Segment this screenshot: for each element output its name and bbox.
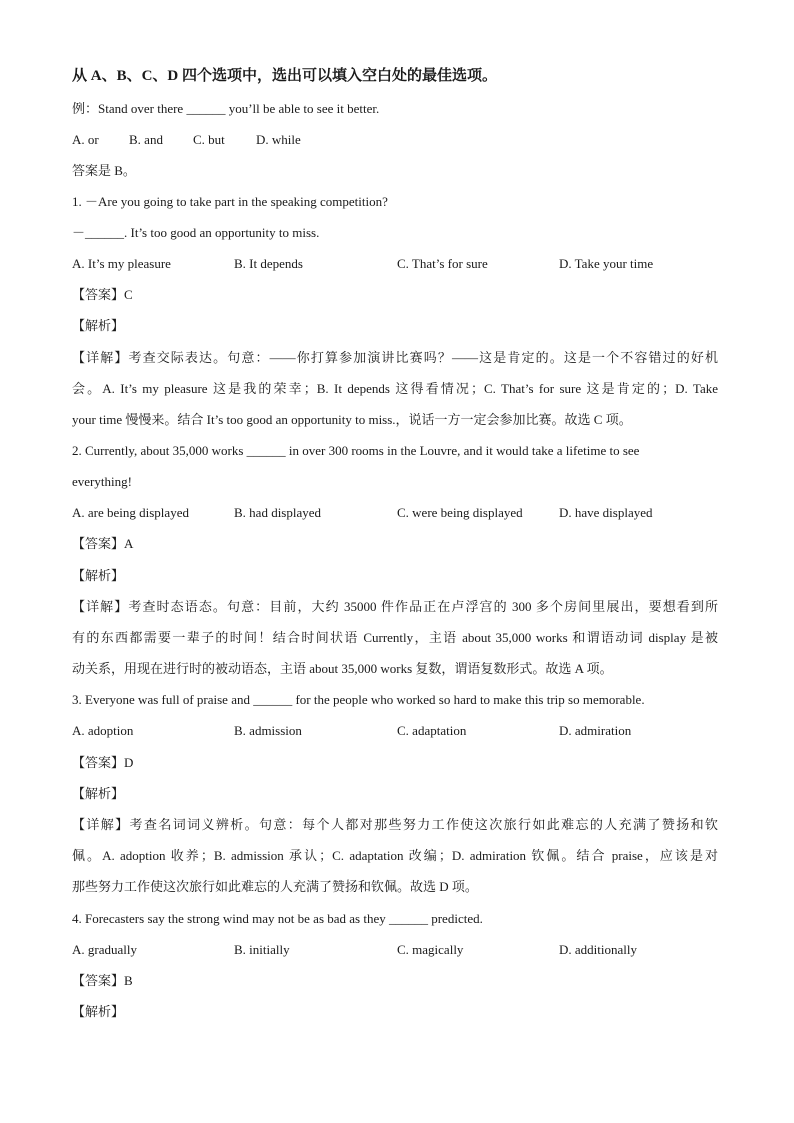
analysis-label: 【解析】 xyxy=(72,1004,125,1019)
detail-line: 那些努力工作使这次旅行如此难忘的人充满了赞扬和钦佩。故选 D 项。 xyxy=(72,879,478,894)
option-a: A. are being displayed xyxy=(72,505,189,520)
option-b: B. It depends xyxy=(234,256,303,271)
example-answer: 答案是 B。 xyxy=(72,163,136,178)
option-b: B. initially xyxy=(234,942,290,957)
option-a: A. adoption xyxy=(72,723,134,738)
answer-label: 【答案】D xyxy=(72,755,134,770)
detail-line: 【详解】考查交际表达。句意：——你打算参加演讲比赛吗？——这是肯定的。这是一个不容错过的好机 xyxy=(72,350,718,365)
question-stem-line: 1. －Are you going to take part in the speaking competition? xyxy=(72,194,388,209)
option-a: A. gradually xyxy=(72,942,137,957)
option-d: D. additionally xyxy=(559,942,637,957)
question-stem-line: 3. Everyone was full of praise and ______ for the people who worked so hard to make this trip so memorable. xyxy=(72,692,645,707)
question-stem-line: －______. It’s too good an opportunity to miss. xyxy=(72,225,320,240)
detail-line: 动关系，用现在进行时的被动语态，主语 about 35,000 works 复数，谓语复数形式。故选 A 项。 xyxy=(72,661,613,676)
option-c: C. adaptation xyxy=(397,723,467,738)
answer-label: 【答案】B xyxy=(72,973,133,988)
option-d: D. Take your time xyxy=(559,256,654,271)
analysis-label: 【解析】 xyxy=(72,568,125,583)
detail-line: 佩。A. adoption 收养；B. admission 承认；C. adaptation 改编；D. admiration 钦佩。结合 praise，应该是对 xyxy=(72,848,718,863)
analysis-label: 【解析】 xyxy=(72,786,125,801)
example-option-d: D. while xyxy=(256,132,301,147)
question-stem-line: 2. Currently, about 35,000 works ______ in over 300 rooms in the Louvre, and it would take a lifetime to see xyxy=(72,443,640,458)
detail-line: your time 慢慢来。结合 It’s too good an opportunity to miss.，说话一方一定会参加比赛。故选 C 项。 xyxy=(72,412,632,427)
option-c: C. That’s for sure xyxy=(397,256,488,271)
answer-label: 【答案】A xyxy=(72,536,134,551)
section-instruction: 从 A、B、C、D 四个选项中，选出可以填入空白处的最佳选项。 xyxy=(72,68,498,84)
example-option-c: C. but xyxy=(193,132,225,147)
answer-label: 【答案】C xyxy=(72,287,133,302)
option-d: D. admiration xyxy=(559,723,632,738)
option-a: A. It’s my pleasure xyxy=(72,256,171,271)
option-b: B. had displayed xyxy=(234,505,322,520)
example-question: 例：Stand over there ______ you’ll be able to see it better. xyxy=(72,101,380,116)
option-b: B. admission xyxy=(234,723,302,738)
example-option-b: B. and xyxy=(129,132,163,147)
detail-line: 有的东西都需要一辈子的时间！结合时间状语 Currently，主语 about 35,000 works 和谓语动词 display 是被 xyxy=(72,630,718,645)
analysis-label: 【解析】 xyxy=(72,318,125,333)
detail-line: 【详解】考查名词词义辨析。句意：每个人都对那些努力工作使这次旅行如此难忘的人充满了赞扬和钦 xyxy=(72,817,718,832)
question-stem-line: everything! xyxy=(72,474,132,489)
option-c: C. were being displayed xyxy=(397,505,523,520)
detail-line: 【详解】考查时态语态。句意：目前，大约 35000 件作品正在卢浮宫的 300 多个房间里展出，要想看到所 xyxy=(72,599,718,614)
detail-line: 会。A. It’s my pleasure 这是我的荣幸；B. It depends 这得看情况；C. That’s for sure 这是肯定的；D. Take xyxy=(72,381,718,396)
question-stem-line: 4. Forecasters say the strong wind may not be as bad as they ______ predicted. xyxy=(72,911,483,926)
example-option-a: A. or xyxy=(72,132,99,147)
option-d: D. have displayed xyxy=(559,505,653,520)
option-c: C. magically xyxy=(397,942,464,957)
